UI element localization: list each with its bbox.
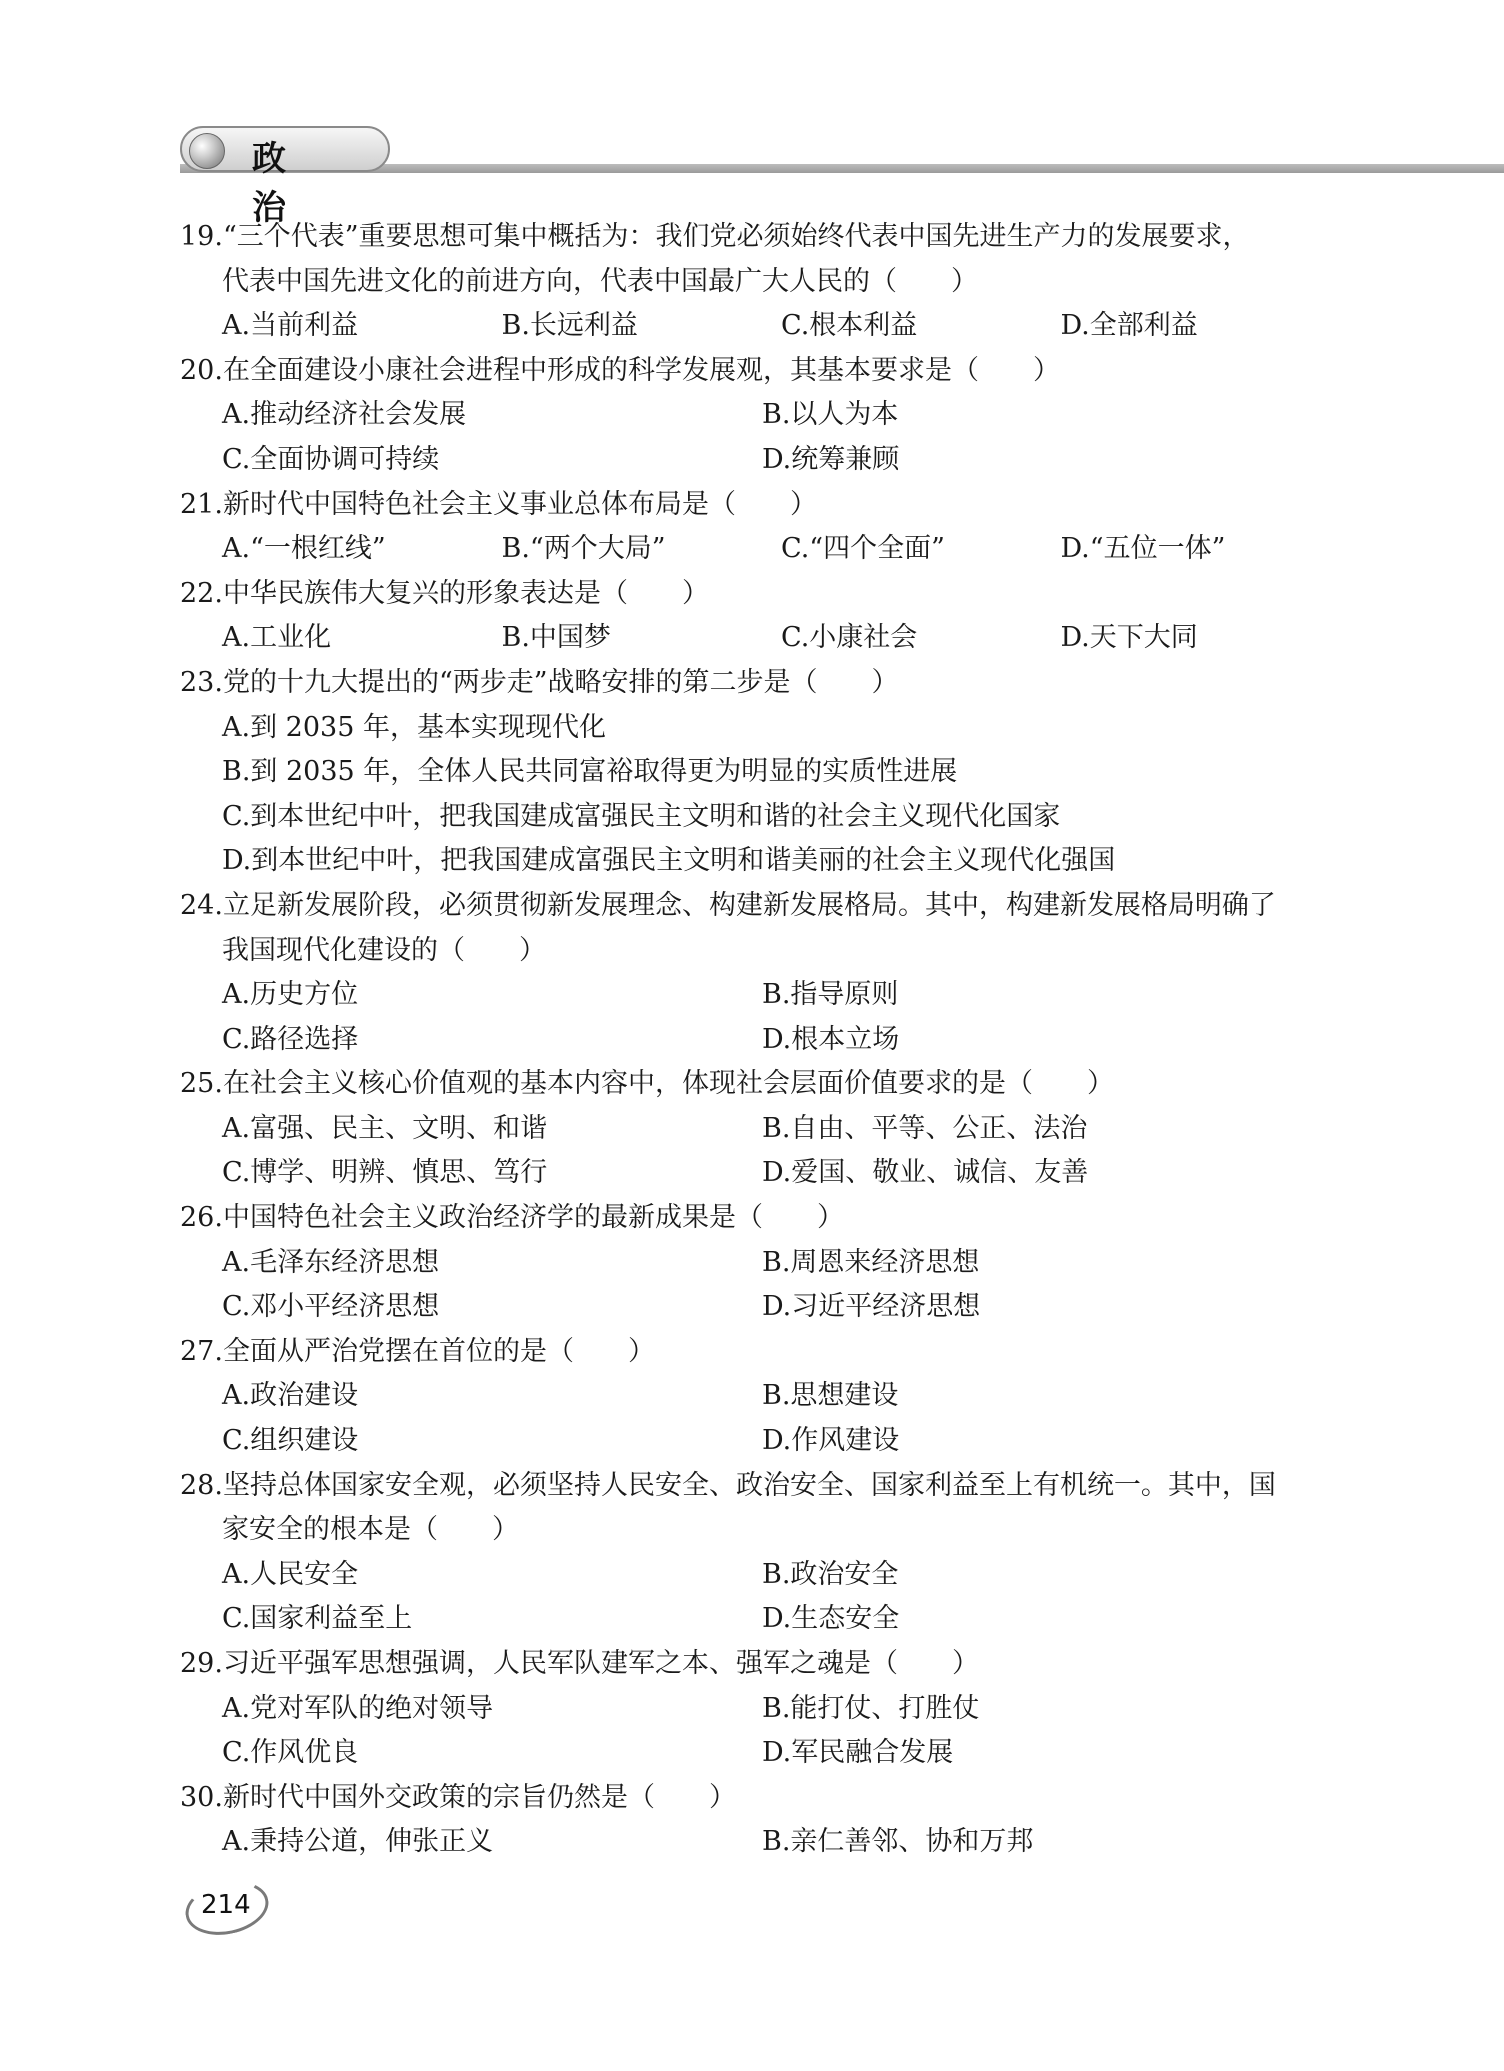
answer-option: A.推动经济社会发展	[222, 399, 467, 431]
answer-option: C.国家利益至上	[222, 1603, 413, 1635]
question-item	[180, 661, 1340, 884]
options-row	[180, 706, 1340, 751]
options-row	[180, 1419, 1340, 1464]
question-stem: 家安全的根本是（ ）	[222, 1514, 519, 1546]
answer-option: C.全面协调可持续	[222, 443, 440, 475]
question-stem: 27.全面从严治党摆在首位的是（ ）	[180, 1335, 655, 1367]
question-item	[180, 1642, 1340, 1776]
answer-option: D.“五位一体”	[1060, 533, 1226, 565]
answer-option: B.自由、平等、公正、法治	[762, 1112, 1088, 1144]
question-item	[180, 1062, 1340, 1196]
answer-option: A.人民安全	[222, 1558, 359, 1590]
options-row	[180, 304, 1340, 349]
question-stem: 22.中华民族伟大复兴的形象表达是（ ）	[180, 577, 709, 609]
answer-option: B.政治安全	[762, 1558, 899, 1590]
question-item	[180, 349, 1340, 483]
question-stem: 28.坚持总体国家安全观，必须坚持人民安全、政治安全、国家利益至上有机统一。其中，国	[180, 1469, 1276, 1501]
answer-option: B.到 2035 年，全体人民共同富裕取得更为明显的实质性进展	[222, 756, 958, 788]
answer-option: A.“一根红线”	[222, 533, 386, 565]
subject-title: 政 治	[252, 139, 316, 228]
options-row	[180, 393, 1340, 438]
answer-option: B.中国梦	[501, 622, 611, 654]
answer-option: C.邓小平经济思想	[222, 1291, 440, 1323]
question-stem: 我国现代化建设的（ ）	[222, 934, 546, 966]
answer-option: A.工业化	[222, 622, 332, 654]
answer-option: A.到 2035 年，基本实现现代化	[222, 711, 606, 743]
question-item	[180, 1776, 1340, 1865]
options-row	[180, 1820, 1340, 1865]
options-row	[180, 1597, 1340, 1642]
options-row	[180, 973, 1340, 1018]
question-stem: 26.中国特色社会主义政治经济学的最新成果是（ ）	[180, 1202, 844, 1234]
answer-option: C.路径选择	[222, 1023, 359, 1055]
options-row	[180, 1285, 1340, 1330]
answer-option: B.思想建设	[762, 1380, 899, 1412]
answer-option: C.作风优良	[222, 1737, 359, 1769]
answer-option: A.毛泽东经济思想	[222, 1246, 440, 1278]
question-stem: 24.立足新发展阶段，必须贯彻新发展理念、构建新发展格局。其中，构建新发展格局明确了	[180, 889, 1276, 921]
options-row	[180, 438, 1340, 483]
options-row	[180, 527, 1340, 572]
question-stem: 21.新时代中国特色社会主义事业总体布局是（ ）	[180, 488, 817, 520]
question-item	[180, 884, 1340, 1062]
answer-option: D.根本立场	[762, 1023, 900, 1055]
answer-option: D.生态安全	[762, 1603, 900, 1635]
answer-option: B.“两个大局”	[501, 533, 666, 565]
options-row	[180, 750, 1340, 795]
question-stem: 25.在社会主义核心价值观的基本内容中，体现社会层面价值要求的是（ ）	[180, 1068, 1114, 1100]
answer-option: C.小康社会	[781, 622, 918, 654]
options-row	[180, 1241, 1340, 1286]
header-pill	[180, 126, 390, 228]
page-header	[180, 126, 1504, 228]
options-row	[180, 1553, 1340, 1598]
question-stem: 29.习近平强军思想强调，人民军队建军之本、强军之魂是（ ）	[180, 1648, 979, 1679]
answer-option: B.长远利益	[501, 310, 638, 342]
answer-option: A.富强、民主、文明、和谐	[222, 1112, 548, 1144]
answer-option: D.习近平经济思想	[762, 1291, 981, 1323]
answer-option: D.统筹兼顾	[762, 443, 900, 475]
options-row	[180, 839, 1340, 884]
question-stem: 19.“三个代表”重要思想可集中概括为：我们党必须始终代表中国先进生产力的发展要求，	[180, 221, 1250, 252]
answer-option: B.周恩来经济思想	[762, 1246, 980, 1278]
answer-option: C.博学、明辨、慎思、笃行	[222, 1157, 548, 1189]
question-item	[180, 483, 1340, 572]
answer-option: D.全部利益	[1060, 310, 1198, 342]
answer-option: C.到本世纪中叶，把我国建成富强民主文明和谐的社会主义现代化国家	[222, 800, 1061, 832]
question-item	[180, 572, 1340, 661]
page-number: 214	[201, 1890, 251, 1920]
answer-option: C.根本利益	[781, 310, 918, 342]
answer-option: B.以人为本	[762, 399, 899, 431]
question-item	[180, 1196, 1340, 1330]
answer-option: B.亲仁善邻、协和万邦	[762, 1826, 1034, 1858]
question-stem: 代表中国先进文化的前进方向，代表中国最广大人民的（ ）	[222, 265, 978, 297]
question-item	[180, 1330, 1340, 1464]
answer-option: D.军民融合发展	[762, 1737, 954, 1769]
question-item	[180, 1464, 1340, 1642]
page-number-badge	[185, 1882, 269, 1934]
answer-option: D.作风建设	[762, 1425, 900, 1457]
answer-option: A.秉持公道，伸张正义	[222, 1826, 494, 1858]
options-row	[180, 616, 1340, 661]
answer-option: D.爱国、敬业、诚信、友善	[762, 1157, 1089, 1189]
answer-option: D.到本世纪中叶，把我国建成富强民主文明和谐美丽的社会主义现代化强国	[222, 845, 1116, 877]
options-row	[180, 1731, 1340, 1776]
options-row	[180, 1687, 1340, 1732]
options-row	[180, 1374, 1340, 1419]
answer-option: D.天下大同	[1060, 622, 1198, 654]
answer-option: C.“四个全面”	[781, 533, 945, 565]
question-stem: 30.新时代中国外交政策的宗旨仍然是（ ）	[180, 1781, 736, 1813]
options-row	[180, 1151, 1340, 1196]
options-row	[180, 1018, 1340, 1063]
answer-option: B.指导原则	[762, 979, 899, 1011]
header-ball-icon	[189, 133, 225, 169]
question-stem: 20.在全面建设小康社会进程中形成的科学发展观，其基本要求是（ ）	[180, 354, 1060, 386]
answer-option: A.当前利益	[222, 310, 359, 342]
question-stem: 23.党的十九大提出的“两步走”战略安排的第二步是（ ）	[180, 666, 899, 698]
options-row	[180, 795, 1340, 840]
answer-option: B.能打仗、打胜仗	[762, 1692, 980, 1724]
answer-option: A.党对军队的绝对领导	[222, 1692, 494, 1724]
options-row	[180, 1107, 1340, 1152]
answer-option: C.组织建设	[222, 1425, 359, 1457]
question-item	[180, 215, 1340, 349]
answer-option: A.政治建设	[222, 1380, 359, 1412]
question-list	[180, 215, 1340, 1865]
answer-option: A.历史方位	[222, 979, 359, 1011]
